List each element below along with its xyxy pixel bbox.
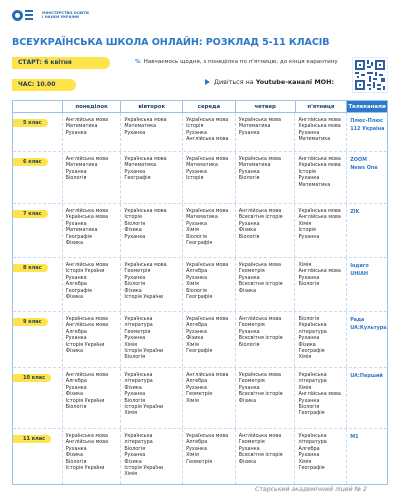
subject-item: Біологія	[186, 233, 207, 240]
table-row	[13, 152, 387, 204]
subject-item: Математика	[124, 162, 157, 169]
page-title: ВСЕУКРАЇНСЬКА ШКОЛА ОНЛАЙН: РОЗКЛАД 5-11 КЛАСІВ	[12, 37, 330, 48]
subject-item: Всесвітня історія	[238, 452, 283, 459]
subject-item: Хімія	[298, 354, 312, 361]
youtube-channel-link[interactable]: Youtube-каналі МОН:	[255, 78, 335, 86]
subject-item: Фізика	[65, 452, 84, 459]
subject-item: Руханка	[238, 129, 260, 136]
column-header-friday: п'ятниця	[295, 101, 347, 112]
day-cell	[62, 258, 121, 311]
day-cell	[62, 429, 121, 484]
start-badge: СТАРТ: 6 квітня	[12, 57, 110, 69]
subject-item: Українська література	[124, 316, 153, 329]
tv-channel-name[interactable]: ZOOM	[350, 157, 367, 163]
tv-channel-name[interactable]: UНІАН	[350, 271, 368, 277]
schedule-table	[12, 100, 388, 485]
day-cell	[62, 368, 121, 428]
subject-item: Геометрія	[124, 328, 151, 335]
subject-item: Українська мова	[298, 162, 341, 169]
subject-item: Англійська мова	[65, 208, 109, 214]
subject-item: Біологія	[298, 281, 320, 288]
subject-item: Хімія	[298, 458, 312, 465]
tv-channel-cell	[346, 429, 387, 484]
subject-item: Фізика	[65, 391, 84, 398]
subject-item: Математика	[238, 123, 271, 130]
subject-item: Алгебра	[65, 378, 87, 385]
subject-item: Історія України	[124, 294, 164, 301]
day-cell	[120, 152, 182, 203]
subject-item: Англійська мова	[65, 156, 109, 162]
subject-item: Хімія	[186, 227, 199, 234]
class-label: 5 клас	[13, 119, 48, 127]
subject-item: Математика	[65, 227, 98, 234]
class-label: 7 клас	[13, 210, 48, 218]
class-label: 8 клас	[13, 264, 48, 272]
subject-item: Фізика	[65, 348, 84, 355]
subject-item: Математика	[298, 181, 331, 188]
ministry-name: МІНІСТЕРСТВО ОСВІТИ І НАУКИ УКРАЇНИ	[42, 10, 89, 19]
subject-item: Руханка	[124, 129, 146, 136]
tv-channel-name[interactable]: M1	[350, 434, 359, 440]
day-cell	[120, 368, 182, 428]
subject-item: Українська мова	[124, 208, 167, 214]
subject-item: Руханка	[124, 233, 146, 240]
subject-item: Біологія	[298, 316, 320, 322]
column-header-monday: понеділок	[62, 101, 121, 112]
subject-item: Алгебра	[186, 439, 208, 446]
subject-item: Руханка	[298, 335, 320, 342]
subject-item: Біологія	[65, 175, 87, 182]
day-cell	[182, 152, 235, 203]
subject-item: Руханка	[298, 452, 320, 459]
subject-item: Фізика	[124, 458, 142, 465]
subject-item: Фізика	[186, 335, 204, 342]
subject-item: Англійська мова	[238, 433, 282, 439]
subject-item: Руханка	[124, 274, 146, 281]
subject-item: Українська мова	[186, 262, 229, 268]
day-cell	[182, 368, 235, 428]
tv-channel-name[interactable]: ZIK	[350, 209, 360, 215]
subject-item: Українська література	[124, 372, 153, 385]
subject-item: Англійська мова	[186, 372, 229, 378]
day-cell	[235, 113, 295, 151]
subject-item: Хімія	[124, 471, 138, 478]
subject-item: Українська мова	[186, 208, 229, 214]
subject-item: Руханка	[238, 328, 260, 335]
subject-item: Українська література	[124, 433, 153, 446]
subject-item: Географія	[65, 233, 92, 240]
subject-item: Англійська мова	[65, 439, 109, 446]
subject-item: Українська мова	[298, 208, 341, 214]
subject-item: Англійська мова	[238, 208, 282, 214]
subject-item: Руханка	[186, 168, 207, 175]
day-cell	[120, 312, 182, 367]
subject-item: Історія України	[65, 341, 105, 348]
subject-item: Українська мова	[298, 123, 341, 130]
subject-item: Географія	[298, 465, 325, 472]
tv-channel-name[interactable]: Індиго	[350, 263, 369, 269]
subject-item: Хімія	[186, 452, 199, 459]
subject-item: Біологія	[124, 354, 146, 361]
subject-item: Історія України	[65, 465, 105, 472]
column-header-thursday: четвер	[235, 101, 295, 112]
subject-item: Всесвітня історія	[238, 391, 283, 398]
class-cell	[13, 429, 62, 484]
subject-item: Українська мова	[186, 117, 229, 123]
column-header-tv-channels: Телеканали	[346, 101, 387, 112]
table-body	[13, 113, 387, 484]
day-cell	[182, 312, 235, 367]
subject-item: Українська мова	[65, 316, 108, 322]
tv-channel-name[interactable]: UA:Перший	[350, 373, 383, 379]
subject-item: Українська мова	[124, 156, 167, 162]
subject-item: Хімія	[298, 220, 312, 227]
subject-item: Історія України	[65, 268, 105, 275]
subject-item: Математика	[186, 162, 218, 169]
subject-item: Англійська мова	[65, 117, 109, 123]
day-cell	[235, 368, 295, 428]
subject-item: Хімія	[186, 281, 199, 288]
subject-item: Українська література	[298, 372, 327, 385]
subject-item: Руханка	[186, 220, 207, 227]
column-header-wednesday: середа	[182, 101, 235, 112]
subject-item: Руханка	[65, 274, 87, 281]
subject-item: Фізика	[65, 294, 84, 301]
subject-item: Англійська мова	[65, 322, 109, 329]
subject-item: Руханка	[238, 445, 260, 452]
tv-channel-cell	[346, 312, 387, 367]
subject-item: Біологія	[238, 175, 260, 182]
subject-item: Біологія	[124, 445, 146, 452]
subject-item: Руханка	[124, 168, 146, 175]
day-cell	[62, 152, 121, 203]
subject-item: Математика	[298, 136, 331, 143]
subject-item: Руханка	[186, 274, 207, 281]
qr-code-icon[interactable]	[352, 57, 388, 93]
subject-item: Англійська мова	[186, 136, 229, 143]
table-row	[13, 258, 387, 312]
subject-item: Українська мова	[238, 117, 282, 123]
day-cell	[182, 204, 235, 257]
subject-item: Алгебра	[298, 445, 320, 452]
subject-item: Математика	[65, 162, 98, 169]
subject-item: Українська мова	[124, 117, 167, 123]
subject-item: Геометрія	[186, 458, 213, 465]
subject-item: Руханка	[124, 335, 146, 342]
subject-item: Географія	[124, 175, 151, 182]
subject-item: Українська література	[298, 322, 327, 335]
subject-item: Руханка	[298, 274, 320, 281]
subject-item: Руханка	[238, 384, 260, 391]
subject-item: Історія України	[124, 404, 164, 411]
day-cell	[120, 113, 182, 151]
subject-item: Руханка	[124, 391, 146, 398]
percent-icon: %	[135, 59, 141, 65]
subject-item: Хімія	[124, 341, 138, 348]
day-cell	[120, 204, 182, 257]
subject-item: Руханка	[298, 233, 320, 240]
subject-item: Українська література	[298, 433, 327, 446]
table-header	[13, 101, 387, 113]
subject-item: Алгебра	[65, 328, 87, 335]
subject-item: Фізика	[238, 227, 257, 234]
tv-channel-name[interactable]: Рада	[350, 317, 365, 323]
day-cell	[294, 204, 346, 257]
day-cell	[235, 204, 295, 257]
subject-item: Українська мова	[65, 214, 108, 221]
subject-item: Алгебра	[186, 322, 208, 329]
day-cell	[294, 368, 346, 428]
subject-item: Фізика	[124, 384, 142, 391]
subject-item: Українська мова	[186, 156, 229, 162]
subject-item: Українська мова	[65, 433, 108, 439]
subject-item: Руханка	[186, 129, 207, 136]
subject-item: Руханка	[65, 168, 87, 175]
subject-item: Біологія	[124, 397, 146, 404]
class-label: 6 клас	[13, 158, 48, 166]
subject-item: Історія	[298, 227, 316, 234]
subject-item: Історія	[124, 214, 142, 221]
tv-channel-name[interactable]: 112 Україна	[350, 126, 385, 132]
subject-item: Історія	[186, 123, 204, 130]
day-cell	[294, 312, 346, 367]
subject-item: Руханка	[238, 168, 260, 175]
subject-item: Руханка	[65, 384, 87, 391]
subject-item: Фізика	[238, 287, 257, 294]
subject-item: Географія	[186, 294, 213, 301]
table-row	[13, 113, 387, 152]
tv-channel-cell	[346, 113, 387, 151]
subject-item: Всесвітня історія	[238, 281, 283, 288]
subject-item: Англійська мова	[298, 391, 341, 398]
tv-channel-cell	[346, 152, 387, 203]
day-cell	[120, 258, 182, 311]
subject-item: Українська мова	[124, 262, 167, 268]
day-cell	[294, 113, 346, 151]
subject-item: Руханка	[65, 445, 87, 452]
day-cell	[182, 258, 235, 311]
subject-item: Українська мова	[186, 433, 229, 439]
subject-item: Руханка	[298, 129, 320, 136]
subject-item: Українська мова	[238, 262, 282, 268]
subject-item: Біологія	[238, 233, 260, 240]
day-cell	[235, 429, 295, 484]
subject-item: Біологія	[298, 404, 320, 411]
subject-item: Руханка	[65, 129, 87, 136]
schedule-info	[135, 59, 338, 65]
subject-item: Фізика	[124, 287, 142, 294]
tv-channel-cell	[346, 258, 387, 311]
subject-item: Історія України	[124, 348, 164, 355]
header	[12, 6, 90, 24]
subject-item: Українська мова	[238, 372, 282, 378]
day-cell	[182, 113, 235, 151]
table-row	[13, 429, 387, 484]
class-cell	[13, 312, 62, 367]
subject-item: Всесвітня історія	[238, 214, 283, 221]
subject-item: Геометрія	[238, 439, 265, 446]
day-cell	[294, 152, 346, 203]
subject-item: Біологія	[186, 287, 207, 294]
subject-item: Геометрія	[238, 378, 265, 385]
day-cell	[235, 312, 295, 367]
subject-item: Хімія	[298, 262, 312, 268]
subject-item: Хімія	[298, 384, 312, 391]
subject-item: Географія	[186, 348, 213, 355]
subject-item: Хімія	[124, 410, 138, 417]
class-cell	[13, 113, 62, 151]
subject-item: Алгебра	[65, 281, 87, 288]
subject-item: Українська мова	[238, 156, 282, 162]
subject-item: Руханка	[65, 335, 87, 342]
subject-item: Руханка	[65, 220, 87, 227]
subject-item: Англійська мова	[238, 316, 282, 322]
subject-item: Біологія	[65, 458, 87, 465]
subject-item: Історія України	[124, 465, 164, 472]
subject-item: Англійська мова	[298, 214, 341, 221]
play-icon	[205, 79, 210, 85]
subject-item: Біологія	[124, 281, 146, 288]
subject-item: Фізика	[238, 458, 257, 465]
subject-item: Математика	[238, 162, 271, 169]
day-cell	[62, 312, 121, 367]
subject-item: Географія	[186, 240, 213, 247]
subject-item: Біологія	[124, 220, 146, 227]
subject-item: Геометрія	[124, 268, 151, 275]
subject-item: Руханка	[186, 445, 207, 452]
subject-item: Історія України	[65, 397, 105, 404]
day-cell	[294, 429, 346, 484]
subject-item: Біологія	[65, 404, 87, 411]
class-cell	[13, 368, 62, 428]
subject-item: Математика	[186, 214, 218, 221]
day-cell	[120, 429, 182, 484]
subject-item: Біологія	[238, 341, 260, 348]
subject-item: Алгебра	[186, 268, 208, 275]
youtube-info	[205, 78, 334, 86]
tv-channel-cell	[346, 204, 387, 257]
subject-item: Фізика	[238, 397, 257, 404]
class-cell	[13, 258, 62, 311]
day-cell	[182, 429, 235, 484]
day-cell	[235, 258, 295, 311]
day-cell	[62, 204, 121, 257]
subject-item: Географія	[65, 287, 92, 294]
subject-item: Всесвітня історія	[238, 335, 283, 342]
subject-item: Руханка	[124, 452, 146, 459]
class-label: 9 клас	[13, 318, 48, 326]
subject-item: Історія	[186, 175, 204, 182]
subject-item: Руханка	[186, 328, 207, 335]
class-cell	[13, 152, 62, 203]
subject-item: Англійська мова	[298, 156, 341, 162]
subject-item: Фізика	[298, 341, 316, 348]
table-row	[13, 368, 387, 429]
youtube-info-prefix: Дивіться на	[214, 78, 256, 86]
watermark-footer: Старський академічний ліцей № 2	[255, 486, 367, 493]
subject-item: Геометрія	[238, 268, 265, 275]
subject-item: Хімія	[186, 397, 199, 404]
day-cell	[294, 258, 346, 311]
day-cell	[235, 152, 295, 203]
tv-channel-name[interactable]: Плюс-Плюс	[350, 118, 383, 124]
subject-item: Українська мова	[186, 316, 229, 322]
subject-item: Географія	[298, 348, 325, 355]
subject-item: Руханка	[238, 220, 260, 227]
table-row	[13, 204, 387, 258]
subject-item: Геометрія	[238, 322, 265, 329]
subject-item: Фізика	[65, 240, 84, 247]
subject-item: Географія	[298, 410, 325, 417]
tv-channel-name[interactable]: UA:Культура	[350, 325, 387, 331]
column-header-class	[13, 101, 62, 112]
subject-item: Математика	[124, 123, 157, 130]
table-row	[13, 312, 387, 368]
subject-item: Англійська мова	[65, 262, 109, 268]
subject-item: Англійська мова	[298, 117, 341, 123]
subject-item: Англійська мова	[65, 372, 109, 378]
day-cell	[62, 113, 121, 151]
subject-item: Руханка	[238, 274, 260, 281]
subject-item: Руханка	[298, 397, 320, 404]
tv-channel-cell	[346, 368, 387, 428]
class-label: 10 клас	[13, 374, 51, 382]
time-badge: ЧАС: 10.00	[12, 79, 76, 91]
subject-item: Геометрія	[186, 391, 213, 398]
class-cell	[13, 204, 62, 257]
subject-item: Руханка	[298, 175, 320, 182]
tv-channel-name[interactable]: News One	[350, 165, 378, 171]
subject-item: Хімія	[186, 341, 199, 348]
subject-item: Історія	[298, 168, 316, 175]
schedule-info-text: Навчаємось щодня, з понеділка по п'ятницю, до кінця карантину	[143, 59, 338, 65]
subject-item: Алгебра	[186, 378, 208, 385]
class-label: 11 клас	[13, 435, 51, 443]
subject-item: Фізика	[124, 227, 142, 234]
column-header-tuesday: вівторок	[120, 101, 182, 112]
subject-item: Англійська мова	[298, 268, 341, 275]
ministry-logo-icon	[12, 6, 38, 24]
subject-item: Руханка	[186, 384, 207, 391]
subject-item: Математика	[65, 123, 98, 130]
